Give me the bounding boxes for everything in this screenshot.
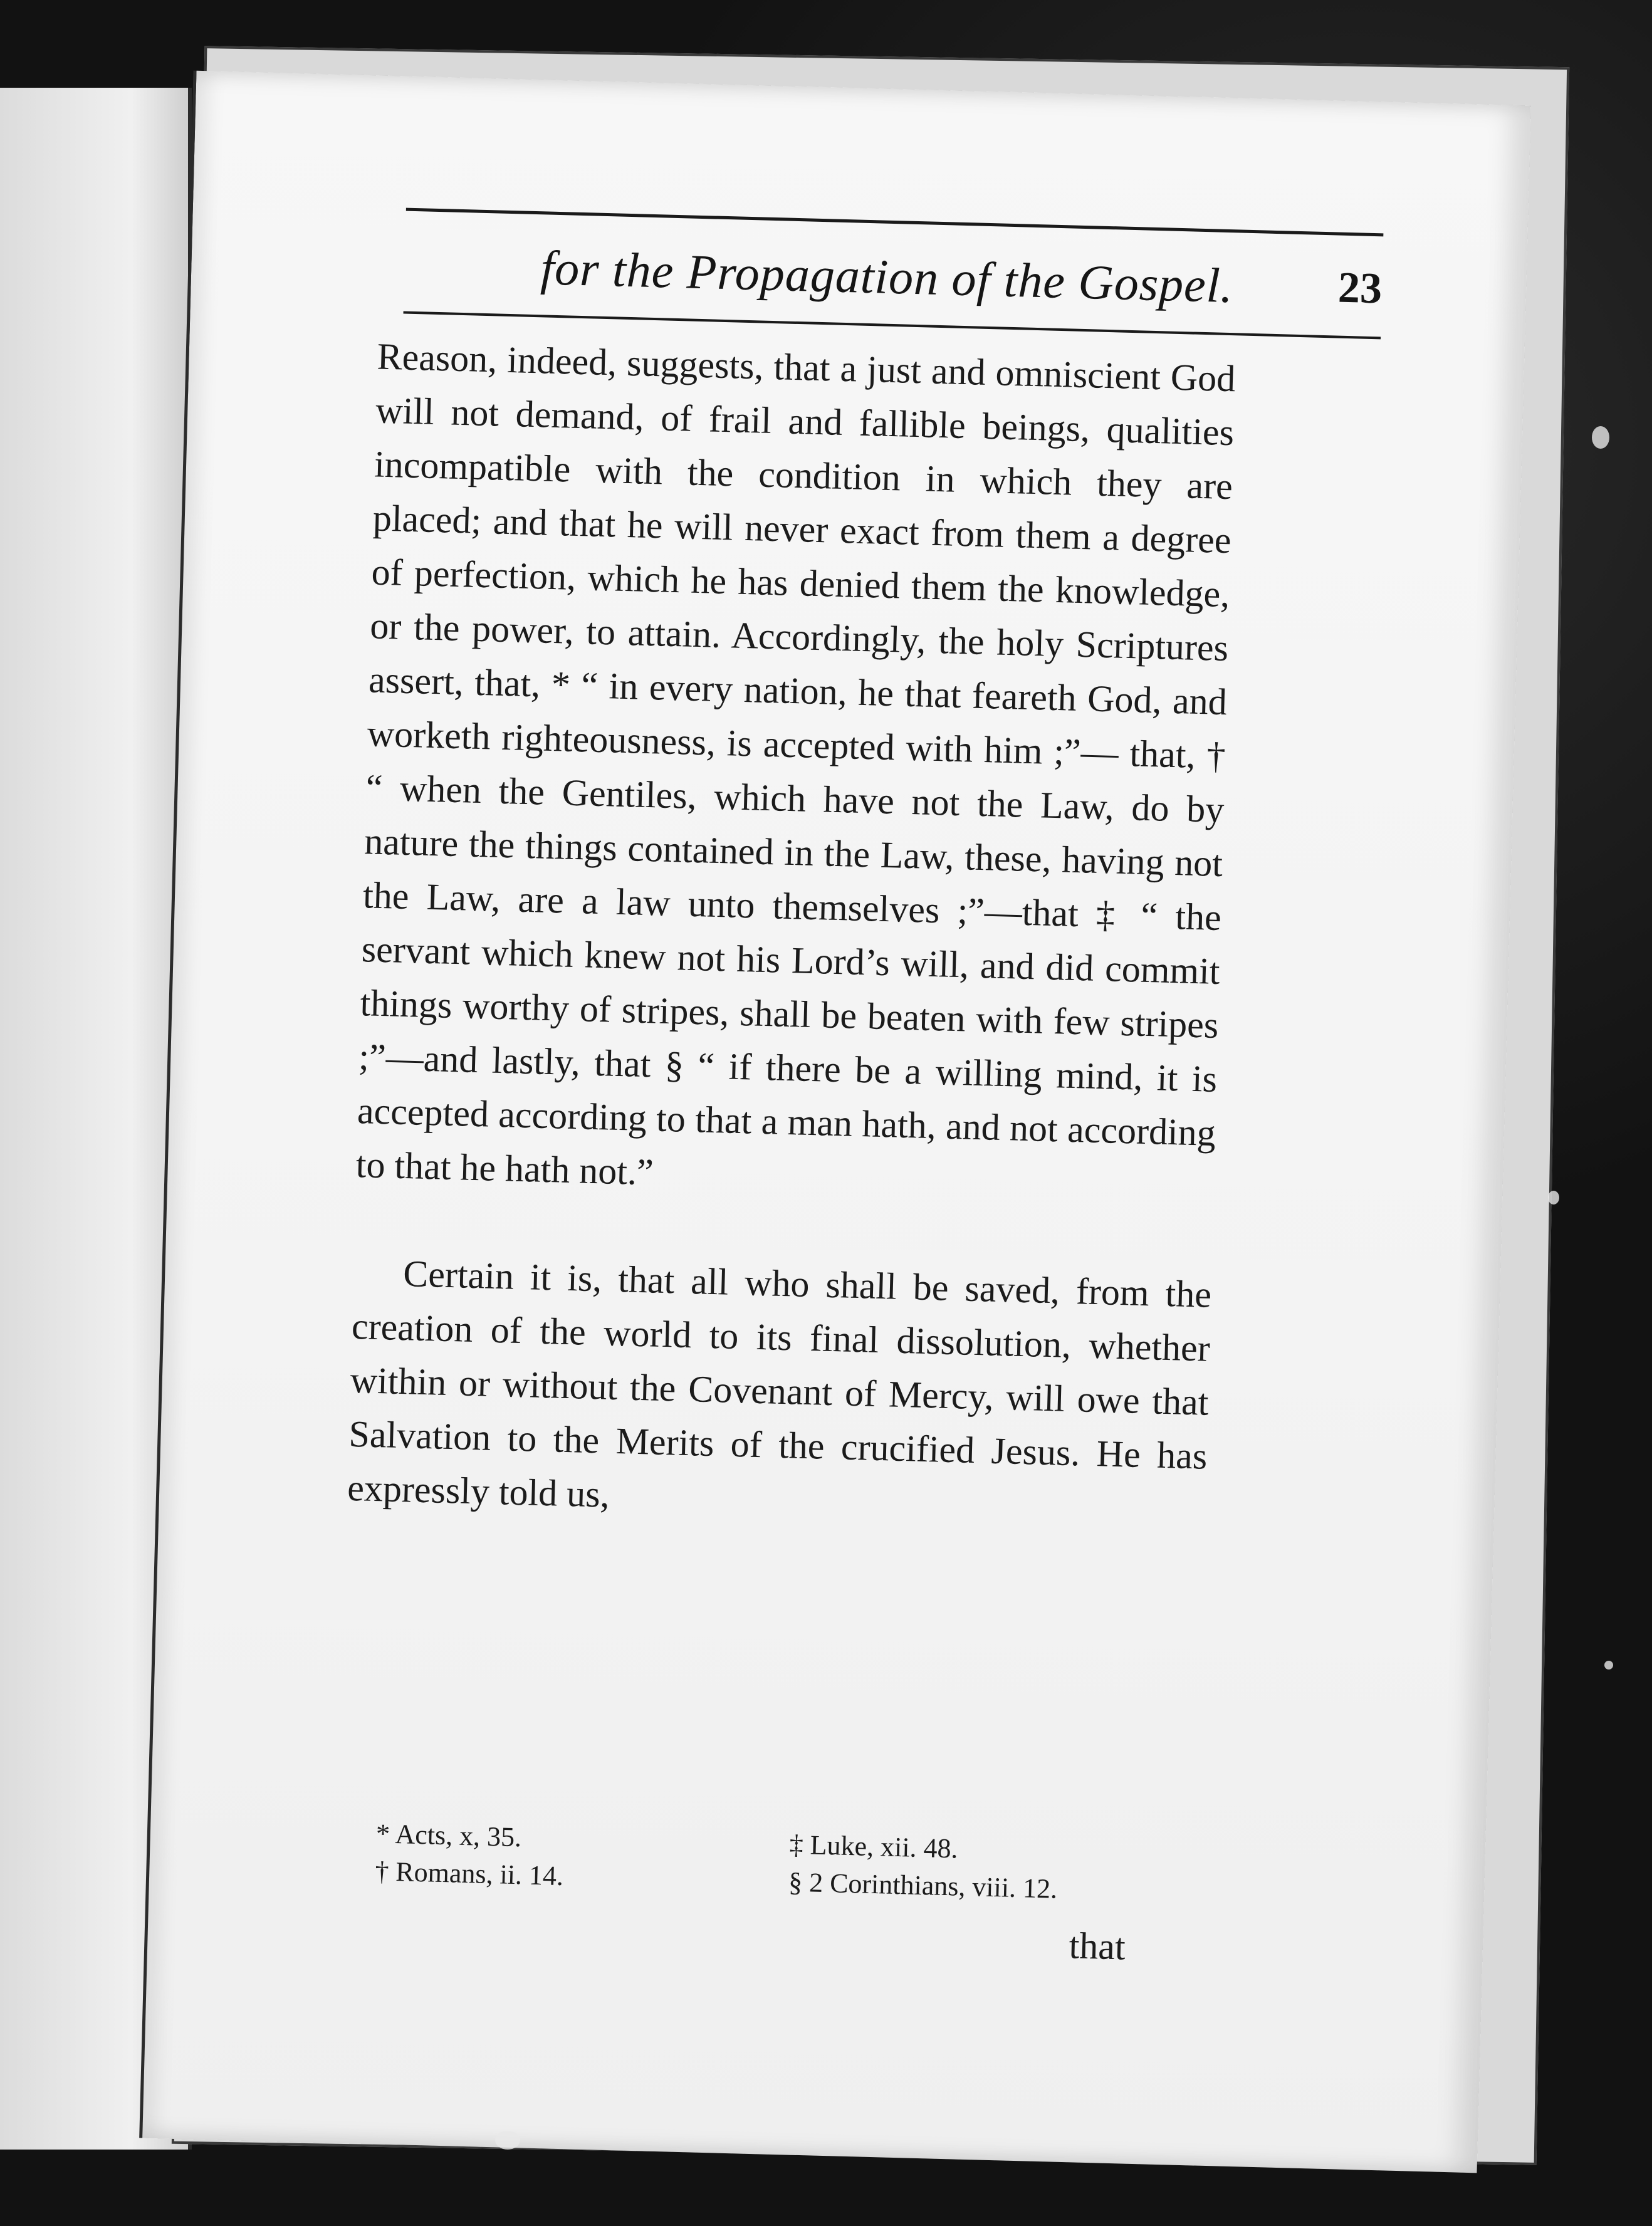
body-text: [347, 329, 1236, 1537]
footnote: § 2 Corinthians, viii. 12.: [788, 1866, 1058, 1905]
footnote: † Romans, ii. 14.: [374, 1856, 564, 1892]
scan-speck: [1604, 1661, 1613, 1669]
running-header: [404, 236, 1383, 337]
footnote: * Acts, x, 35.: [375, 1818, 522, 1853]
page-number: 23: [1337, 263, 1383, 313]
footnote-column-left: [375, 1815, 778, 1901]
footnote-column-right: [788, 1826, 1191, 1912]
catchword: that: [1068, 1925, 1126, 1968]
book-page: [139, 71, 1531, 2173]
scan-speck: [1548, 1191, 1559, 1204]
scan-speck: [495, 2131, 520, 2150]
footnotes: [374, 1815, 1191, 1905]
running-title: for the Propagation of the Gospel.: [540, 240, 1235, 313]
header-rule-top: [406, 208, 1384, 237]
paragraph: Reason, indeed, suggests, that a just and omniscient God will not demand, of frail and fallible beings, qualities incompatible with the condition in which they are placed; and that he will never exact from them a degree of perfection, which he has denied them the knowledge, or the power, to attain. Accordingly, the holy Scriptures assert, that, * “ in every nation, he that feareth God, and worketh righteousness, is accepted with him ;”— that, † “ when the Gentiles, which have not the Law, do by nature the things contained in the Law, these, having not the Law, are a law unto themselves ;”—that ‡ “ the servant which knew not his Lord’s will, and did commit things worthy of stripes, shall be beaten with few stripes ;”—and lastly, that § “ if there be a willing mind, it is accepted according to that a man hath, and not according to that he hath not.”: [355, 335, 1236, 1193]
paragraph: Certain it is, that all who shall be saved, from the creation of the world to its final dissolution, whether within or without the Covenant of Mercy, will owe that Salvation to the Merits of the crucified Jesus. He has expressly told us,: [347, 1253, 1212, 1515]
scan-speck: [1592, 426, 1609, 449]
footnote: ‡ Luke, xii. 48.: [789, 1829, 959, 1864]
